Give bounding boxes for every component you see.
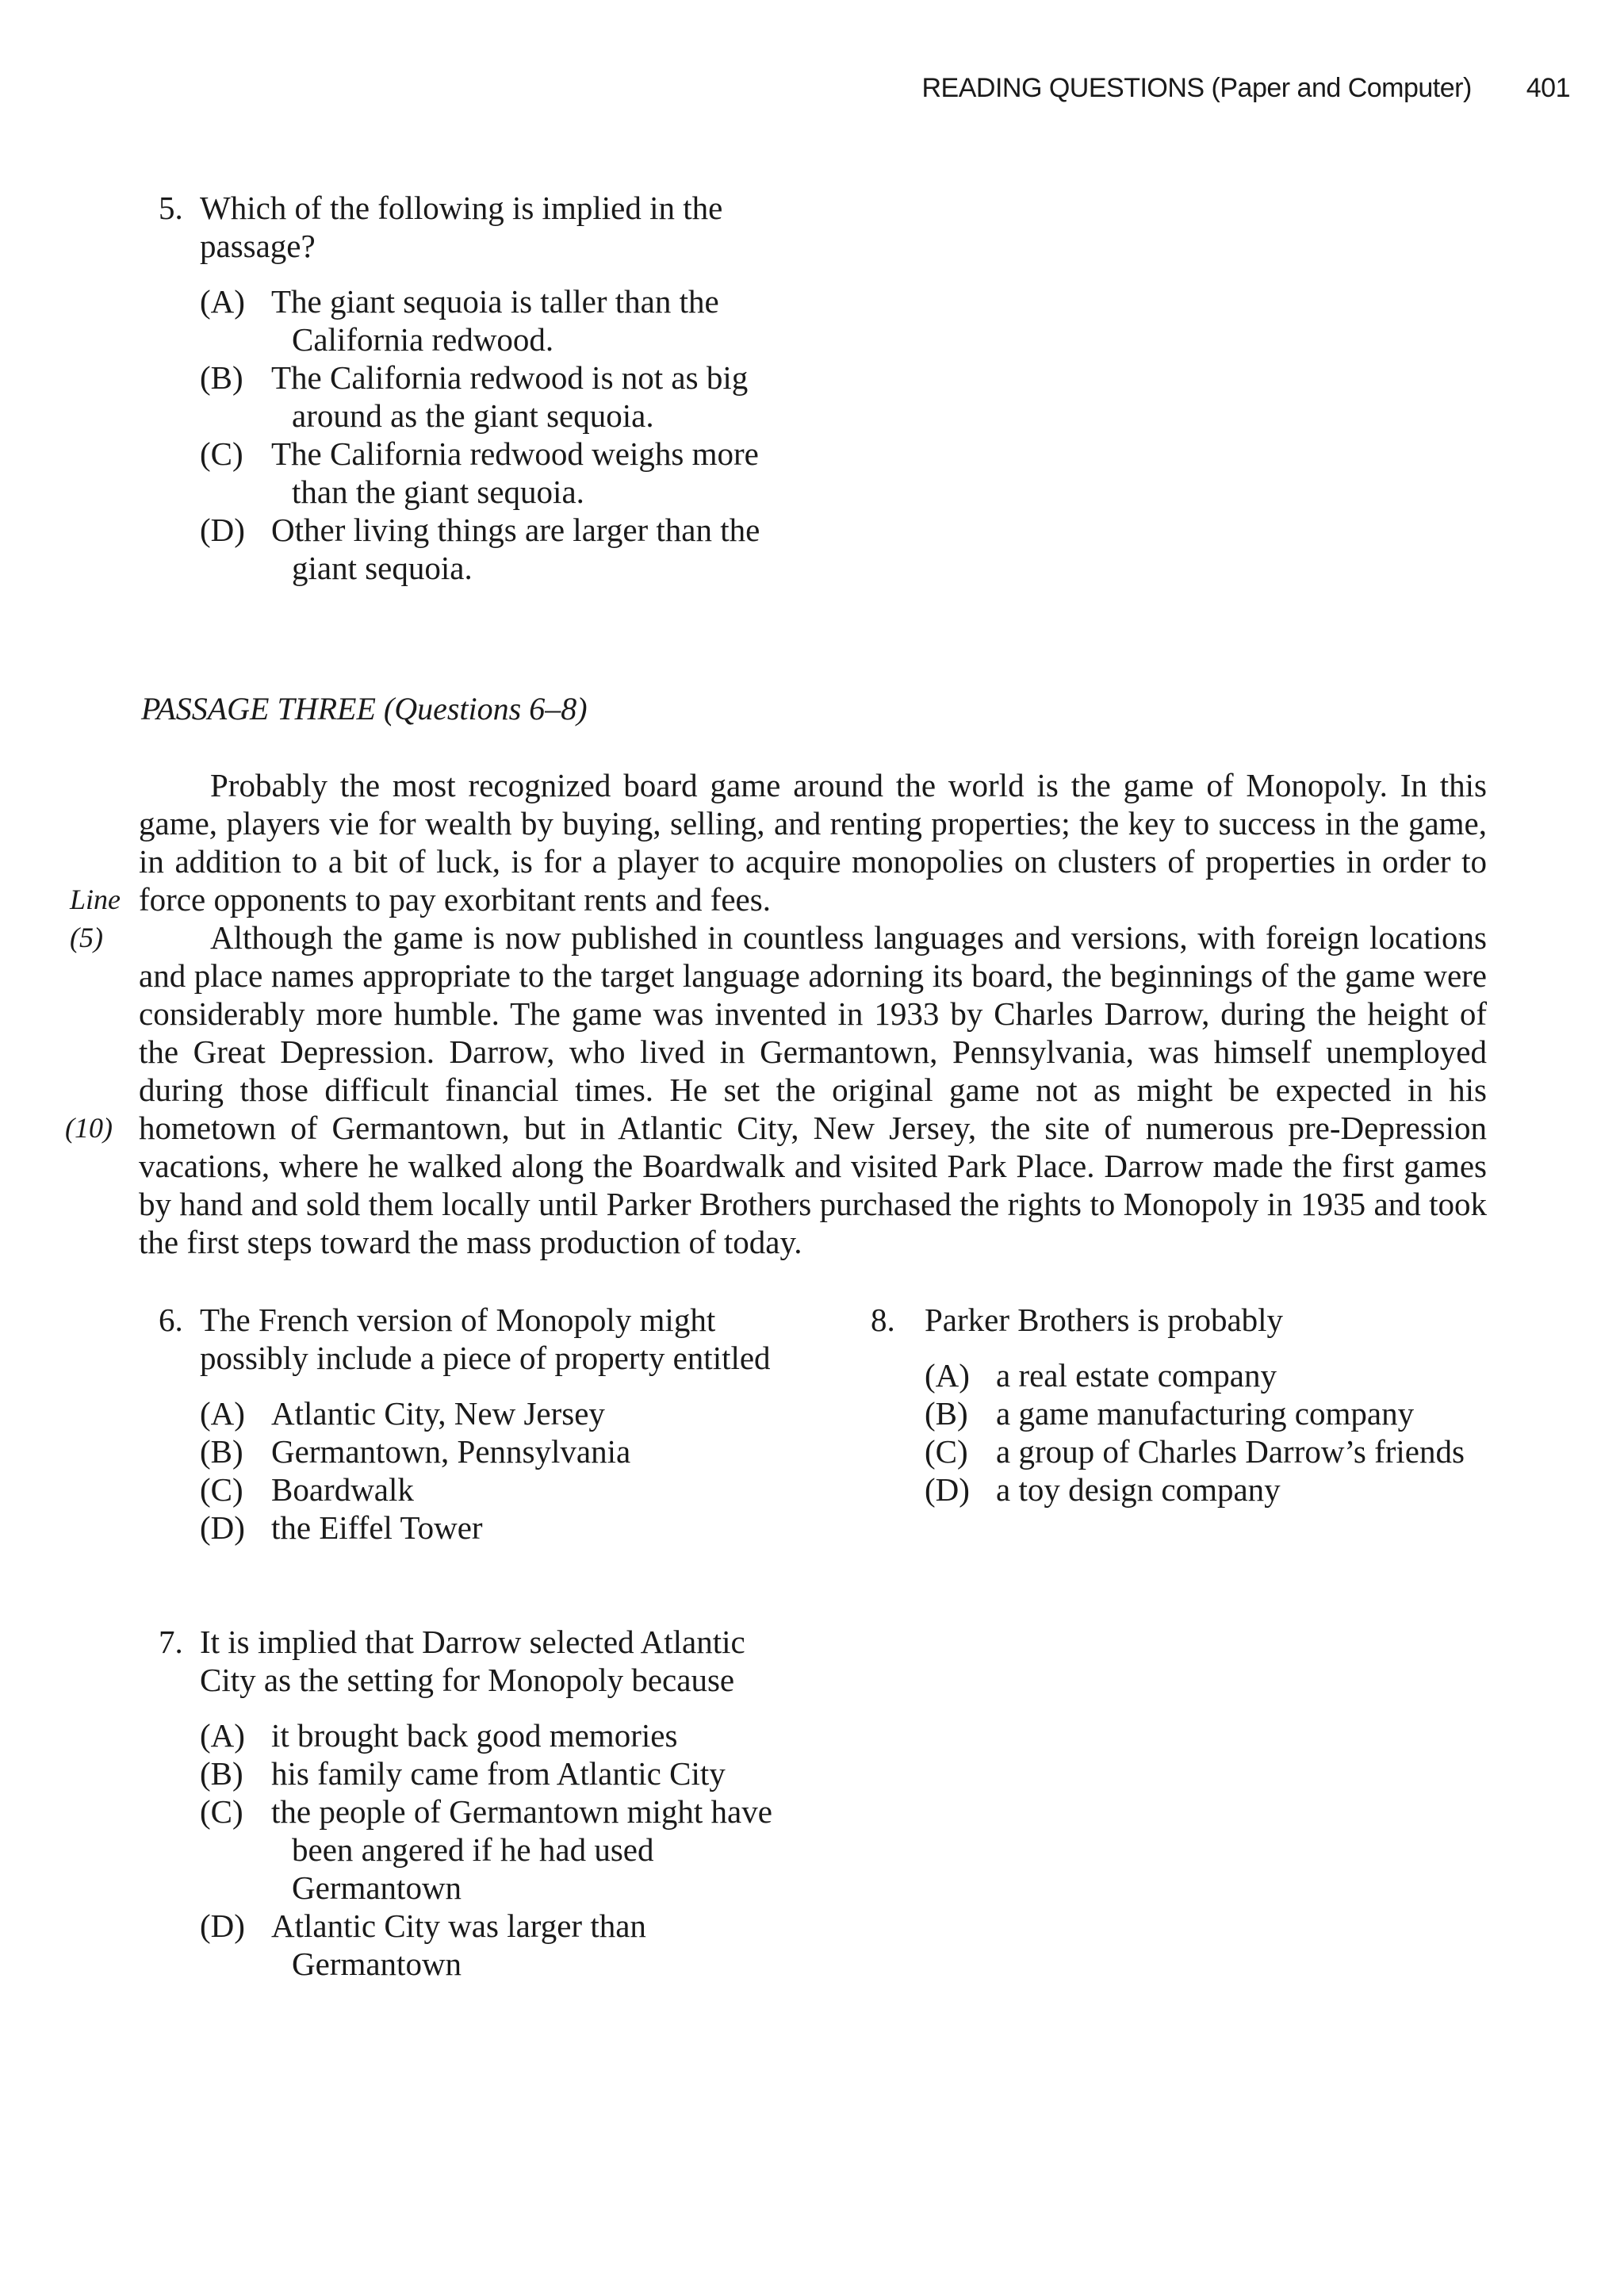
option-letter: (D) [925, 1471, 970, 1508]
option-b[interactable] [200, 1432, 777, 1470]
option-letter: (C) [200, 1793, 243, 1830]
option-text: a real estate company [996, 1357, 1277, 1394]
option-text: a game manufacturing company [996, 1395, 1415, 1432]
option-a[interactable] [200, 1394, 777, 1432]
question-5 [159, 189, 777, 587]
question-number: 5. [159, 190, 183, 226]
option-letter: (B) [200, 359, 243, 396]
option-a[interactable] [200, 1716, 777, 1754]
option-b[interactable] [925, 1394, 1584, 1432]
passage-title: PASSAGE THREE (Questions 6–8) [141, 691, 588, 727]
option-letter: (C) [200, 435, 243, 472]
option-text: a group of Charles Darrow’s friends [996, 1433, 1465, 1470]
option-letter: (D) [200, 1509, 245, 1546]
question-8-options [871, 1356, 1584, 1509]
header-title: READING QUESTIONS (Paper and Computer) [921, 73, 1472, 103]
option-letter: (A) [200, 283, 245, 320]
question-text: The French version of Monopoly might possibly include a piece of property entitled [200, 1302, 771, 1376]
question-7 [159, 1623, 777, 1983]
option-text: it brought back good memories [271, 1717, 678, 1754]
option-c[interactable] [200, 435, 777, 511]
running-header [793, 73, 1570, 113]
option-c[interactable] [925, 1432, 1584, 1470]
option-letter: (A) [200, 1395, 245, 1432]
option-text: Atlantic City was larger than Germantown [271, 1908, 646, 1982]
option-text: the people of Germantown might have been angered if he had used Germantown [271, 1793, 772, 1906]
option-b[interactable] [200, 1754, 777, 1792]
option-letter: (A) [925, 1357, 970, 1394]
option-d[interactable] [200, 1509, 777, 1547]
option-d[interactable] [925, 1470, 1584, 1509]
option-text: Germantown, Pennsylvania [271, 1433, 631, 1470]
option-a[interactable] [925, 1356, 1584, 1394]
question-number: 6. [159, 1302, 183, 1338]
line-label-5: (5) [70, 922, 103, 953]
option-text: The California redwood weighs more than the giant sequoia. [271, 435, 759, 510]
question-7-options [159, 1716, 777, 1983]
page-number: 401 [1526, 73, 1570, 103]
question-5-options [159, 282, 777, 587]
option-letter: (D) [200, 512, 245, 548]
passage-body [139, 766, 1487, 1261]
passage-paragraph: Although the game is now published in countless languages and versions, with foreign locations and place names appropriate to the target language adorning its board, the beginnings of the game were considerably more humble. The game was invented in 1933 by Charles Darrow, during the height of the Great Depression. Darrow, who lived in Germantown, Pennsylvania, was himself unemployed during those difficult financial times. He set the original game not as might be expected in his hometown of Germantown, but in Atlantic City, New Jersey, the site of numerous pre-Depression vacations, where he walked along the Boardwalk and visited Park Place. Darrow made the first games by hand and sold them locally until Parker Brothers purchased the rights to Monopoly in 1935 and took the first steps toward the mass production of today. [139, 919, 1487, 1260]
passage-paragraph: Probably the most recognized board game around the world is the game of Monopoly. In this game, players vie for wealth by buying, selling, and renting properties; the key to success in the game, in addition to a bit of luck, is for a player to acquire monopolies on clusters of properties in order to force opponents to pay exorbitant rents and fees. [139, 767, 1487, 918]
option-text: The giant sequoia is taller than the California redwood. [271, 283, 719, 358]
line-label-10: (10) [65, 1112, 113, 1144]
question-8 [871, 1301, 1584, 1509]
option-c[interactable] [200, 1470, 777, 1509]
option-text: Boardwalk [271, 1471, 414, 1508]
option-letter: (C) [200, 1471, 243, 1508]
option-text: the Eiffel Tower [271, 1509, 483, 1546]
option-text: The California redwood is not as big around as the giant sequoia. [271, 359, 749, 434]
question-8-stem [871, 1301, 1584, 1339]
question-6-stem [159, 1301, 777, 1377]
option-c[interactable] [200, 1792, 777, 1907]
question-text: Parker Brothers is probably [925, 1302, 1284, 1338]
question-number: 7. [159, 1624, 183, 1660]
option-text: Atlantic City, New Jersey [271, 1395, 605, 1432]
option-letter: (B) [925, 1395, 968, 1432]
option-d[interactable] [200, 1907, 777, 1983]
question-7-stem [159, 1623, 777, 1699]
line-label-line: Line [70, 884, 121, 915]
option-text: a toy design company [996, 1471, 1281, 1508]
question-5-stem [159, 189, 777, 265]
question-6 [159, 1301, 777, 1547]
question-number: 8. [871, 1302, 895, 1338]
option-text: Other living things are larger than the giant sequoia. [271, 512, 760, 586]
option-letter: (D) [200, 1908, 245, 1944]
option-letter: (C) [925, 1433, 968, 1470]
question-text: Which of the following is implied in the passage? [200, 190, 723, 264]
option-a[interactable] [200, 282, 777, 358]
option-d[interactable] [200, 511, 777, 587]
option-letter: (B) [200, 1755, 243, 1792]
option-text: his family came from Atlantic City [271, 1755, 726, 1792]
option-letter: (B) [200, 1433, 243, 1470]
question-text: It is implied that Darrow selected Atlantic City as the setting for Monopoly because [200, 1624, 745, 1698]
option-b[interactable] [200, 358, 777, 435]
question-6-options [159, 1394, 777, 1547]
option-letter: (A) [200, 1717, 245, 1754]
